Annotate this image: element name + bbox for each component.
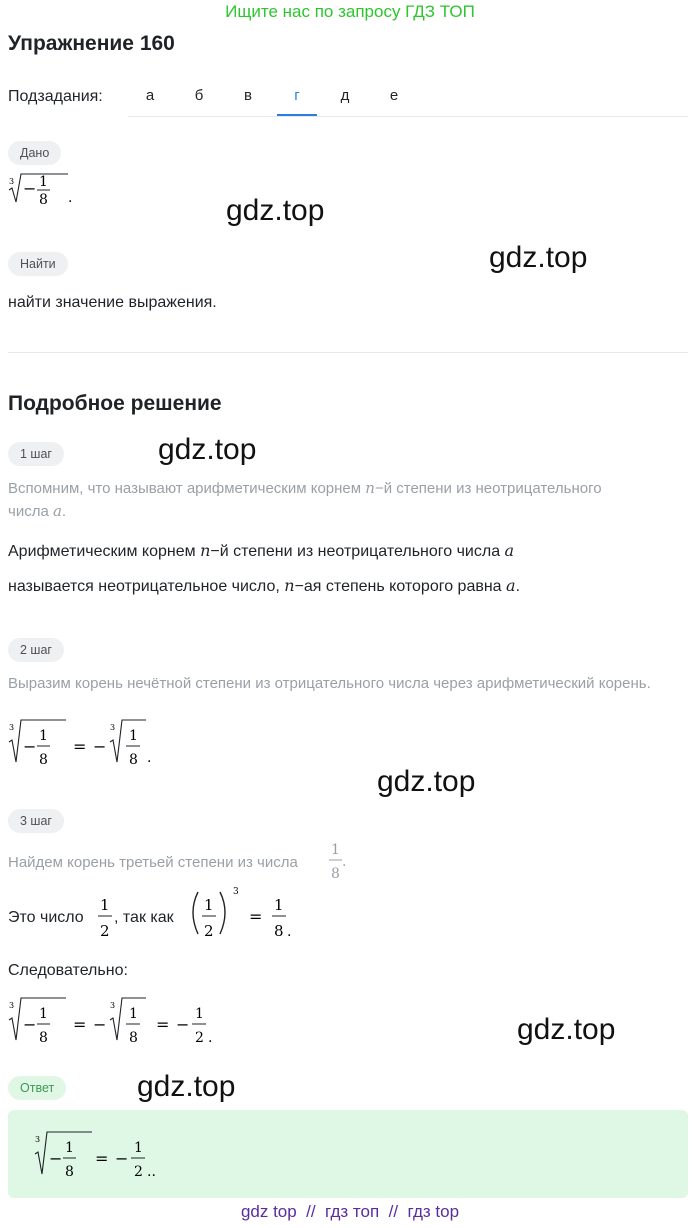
tab-v[interactable]: в	[244, 87, 252, 104]
tab-b[interactable]: б	[194, 87, 204, 104]
svg-text:3: 3	[9, 723, 15, 732]
svg-text:−: −	[49, 1149, 63, 1168]
svg-text:1: 1	[65, 1140, 74, 1156]
solution-title: Подробное решение	[8, 392, 222, 415]
svg-text:−: −	[23, 1015, 37, 1034]
svg-text:1: 1	[195, 1006, 204, 1022]
step-2-pill: 2 шаг	[8, 638, 64, 662]
step-3-line-a: Это число	[8, 909, 84, 926]
svg-text:1: 1	[331, 842, 340, 858]
watermark: gdz.top	[517, 1013, 616, 1046]
svg-text:1: 1	[39, 1006, 48, 1022]
given-pill: Дано	[8, 141, 61, 165]
step-1-line-1: Арифметическим корнем n−й степени из неотрицательного числа a	[8, 541, 515, 560]
subtask-tabs	[128, 80, 688, 117]
svg-text:3: 3	[35, 1135, 41, 1144]
svg-text:1: 1	[39, 728, 48, 744]
svg-text:8: 8	[39, 192, 48, 206]
step-1-hint: Вспомним, что называют арифметическим корнем n−й степени из неотрицательного числа a.	[8, 479, 602, 520]
svg-text:=: =	[249, 907, 263, 926]
given-expression	[6, 172, 86, 211]
find-pill: Найти	[8, 252, 68, 276]
svg-text:8: 8	[65, 1164, 74, 1180]
step-3-consequently: Следовательно:	[8, 962, 128, 979]
step-3-formula	[6, 996, 236, 1059]
step-3-hint-fraction	[326, 836, 350, 889]
svg-text:3: 3	[110, 723, 116, 732]
svg-text:=: =	[156, 1015, 170, 1034]
watermark: gdz.top	[158, 433, 257, 466]
svg-text:.: .	[68, 190, 73, 206]
tab-e[interactable]: е	[389, 87, 399, 104]
tab-g[interactable]: г	[277, 80, 317, 116]
watermark: gdz.top	[137, 1070, 236, 1103]
page-title: Упражнение 160	[8, 32, 175, 55]
svg-text:1: 1	[100, 896, 110, 914]
step-1-pill: 1 шаг	[8, 442, 64, 466]
svg-text:8: 8	[331, 866, 340, 882]
svg-text:8: 8	[39, 1030, 48, 1046]
svg-text:1: 1	[134, 1140, 143, 1156]
svg-text:3: 3	[9, 177, 15, 186]
svg-text:..: ..	[147, 1164, 156, 1180]
svg-text:3: 3	[110, 1001, 116, 1010]
svg-text:1: 1	[274, 896, 284, 914]
watermark: gdz.top	[226, 194, 325, 227]
svg-text:2: 2	[134, 1164, 143, 1180]
svg-text:=: =	[73, 1015, 87, 1034]
svg-text:2: 2	[100, 922, 110, 940]
svg-text:−: −	[93, 1015, 107, 1034]
watermark: gdz.top	[489, 241, 588, 274]
svg-text:1: 1	[129, 728, 138, 744]
divider	[8, 352, 688, 353]
svg-text:8: 8	[129, 752, 138, 768]
find-text: найти значение выражения.	[8, 294, 217, 311]
step-3-half-fraction	[96, 890, 116, 947]
svg-text:1: 1	[39, 174, 48, 190]
svg-text:−: −	[176, 1015, 190, 1034]
svg-text:1: 1	[129, 1006, 138, 1022]
step-3-power-formula	[186, 880, 296, 949]
step-1-line-2: называется неотрицательное число, n−ая степень которого равна a.	[8, 576, 521, 595]
svg-text:8: 8	[274, 922, 284, 940]
svg-text:3: 3	[233, 887, 239, 897]
step-2-formula	[6, 718, 176, 781]
svg-text:=: =	[73, 737, 87, 756]
svg-text:1: 1	[204, 896, 214, 914]
svg-text:.: .	[147, 750, 152, 766]
svg-text:8: 8	[129, 1030, 138, 1046]
tab-a[interactable]: а	[145, 87, 155, 104]
svg-text:8: 8	[39, 752, 48, 768]
top-banner: Ищите нас по запросу ГДЗ ТОП	[225, 2, 475, 21]
svg-text:2: 2	[195, 1030, 204, 1046]
svg-text:−: −	[115, 1149, 129, 1168]
svg-text:.: .	[287, 924, 292, 940]
svg-text:−: −	[23, 737, 37, 756]
step-2-hint: Выразим корень нечётной степени из отрицательного числа через арифметический корень.	[8, 675, 651, 692]
step-3-hint: Найдем корень третьей степени из числа	[8, 854, 298, 871]
footer-links[interactable]: gdz top // гдз топ // гдз top	[240, 1202, 460, 1221]
svg-text:−: −	[23, 179, 37, 198]
svg-text:2: 2	[204, 922, 214, 940]
svg-text:.: .	[342, 854, 347, 870]
svg-text:.: .	[208, 1030, 213, 1046]
step-3-line-b: , так как	[114, 909, 174, 926]
answer-pill: Ответ	[8, 1076, 66, 1100]
svg-text:=: =	[95, 1149, 109, 1168]
subtasks-label: Подзадания:	[8, 88, 103, 105]
svg-text:3: 3	[9, 1001, 15, 1010]
watermark: gdz.top	[377, 765, 476, 798]
tab-d[interactable]: д	[340, 87, 350, 104]
answer-formula	[32, 1130, 172, 1193]
step-3-pill: 3 шаг	[8, 809, 64, 833]
svg-text:−: −	[93, 737, 107, 756]
